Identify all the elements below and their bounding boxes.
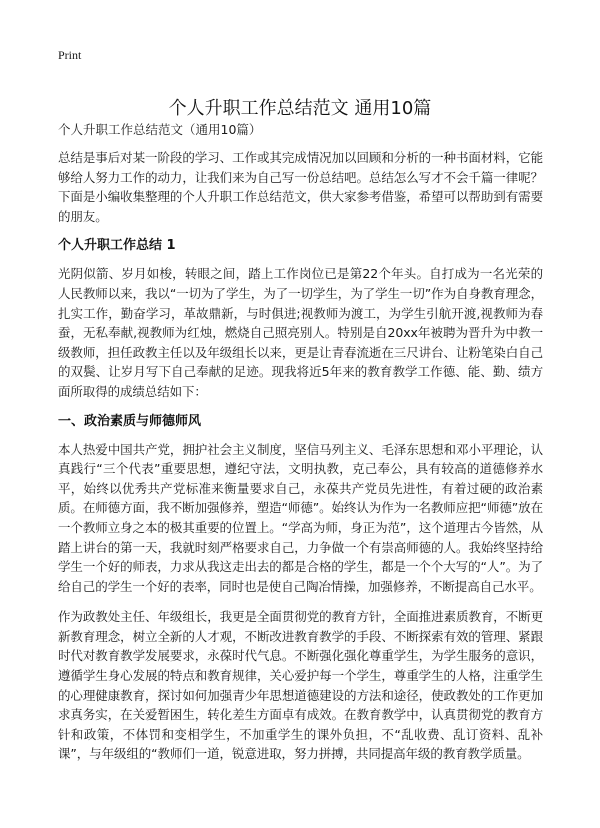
subsection-heading-political: 一、政治素质与师德师风	[58, 413, 202, 429]
print-link[interactable]: Print	[58, 48, 82, 62]
political-paragraph-2: 作为政教处主任、年级组长，我更是全面贯彻党的教育方针，全面推进素质教育，不断更新教育理念，树立全新的人才观，不断改进教育教学的手段、不断探索有效的管理、紧跟时代对教育教学发展要求，永葆时代气息。不断强化强化尊重学生，为学生服务的意识，遵循学生身心发展的特点和教育规律，关心爱护每一个学生，尊重学生的人格，注重学生的心理健康教育，探讨如何加强青少年思想道德建设的方法和途径，使政教处的工作更加求真务实，在关爱暂困生，转化差生方面卓有成效。在教育教学中，认真贯彻党的教育方针和政策，不体罚和变相学生，不加重学生的课外负担，不“乱收费、乱订资料、乱补课”，与年级组的“教师们一道，锐意进取，努力拼搏，共同提高年级的教育教学质量。	[58, 609, 543, 762]
article-subtitle: 个人升职工作总结范文（通用10篇）	[58, 122, 262, 137]
article-body	[58, 121, 543, 775]
page-title: 个人升职工作总结范文 通用10篇	[168, 98, 432, 120]
intro-paragraph: 总结是事后对某一阶段的学习、工作或其完成情况加以回顾和分析的一种书面材料，它能够给人努力工作的动力，让我们来为自己写一份总结吧。总结怎么写才不会千篇一律呢？下面是小编收集整理的个人升职工作总结范文，供大家参考借鉴，希望可以帮助到有需要的朋友。	[58, 150, 543, 224]
political-paragraph-1: 本人热爱中国共产党，拥护社会主义制度，坚信马列主义、毛泽东思想和邓小平理论，认真践行“三个代表”重要思想，遵纪守法，文明执教，克己奉公，具有较高的道德修养水平，始终以优秀共产党标准来衡量要求自己，永葆共产党员先进性，有着过硬的政治素质。在师德方面，我不断加强修养，塑造“师德”。始终认为作为一名教师应把“师德”放在一个教师立身之本的极其重要的位置上。“学高为师，身正为范”，这个道理古今皆然，从踏上讲台的第一天，我就时刻严格要求自己，力争做一个有崇高师德的人。我始终坚持给学生一个好的师表，力求从我这走出去的都是合格的学生，都是一个个大写的“人”。为了给自己的学生一个好的表率，同时也是使自己陶冶情操，加强修养，不断提高自己水平。	[58, 441, 543, 594]
section-1-paragraph: 光阴似箭、岁月如梭，转眼之间，踏上工作岗位已是第22个年头。自打成为一名光荣的人民教师以来，我以“一切为了学生，为了一切学生，为了学生一切”作为自身教育理念，扎实工作，勤奋学习，革故鼎新，与时俱进;视教师为渡工，为学生引航开渡,视教师为春蚕，无私奉献,视教师为红烛，燃烧自己照亮别人。特别是自20xx年被聘为晋升为中教一级教师，担任政教主任以及年级组长以来，更是让青春流逝在三尺讲台、让粉笔染白自己的双鬓、让岁月写下自己奉献的足迹。现我将近5年来的教育教学工作德、能、勤、绩方面所取得的成绩总结如下：	[58, 266, 543, 399]
section-heading-1: 个人升职工作总结 1	[58, 238, 176, 254]
